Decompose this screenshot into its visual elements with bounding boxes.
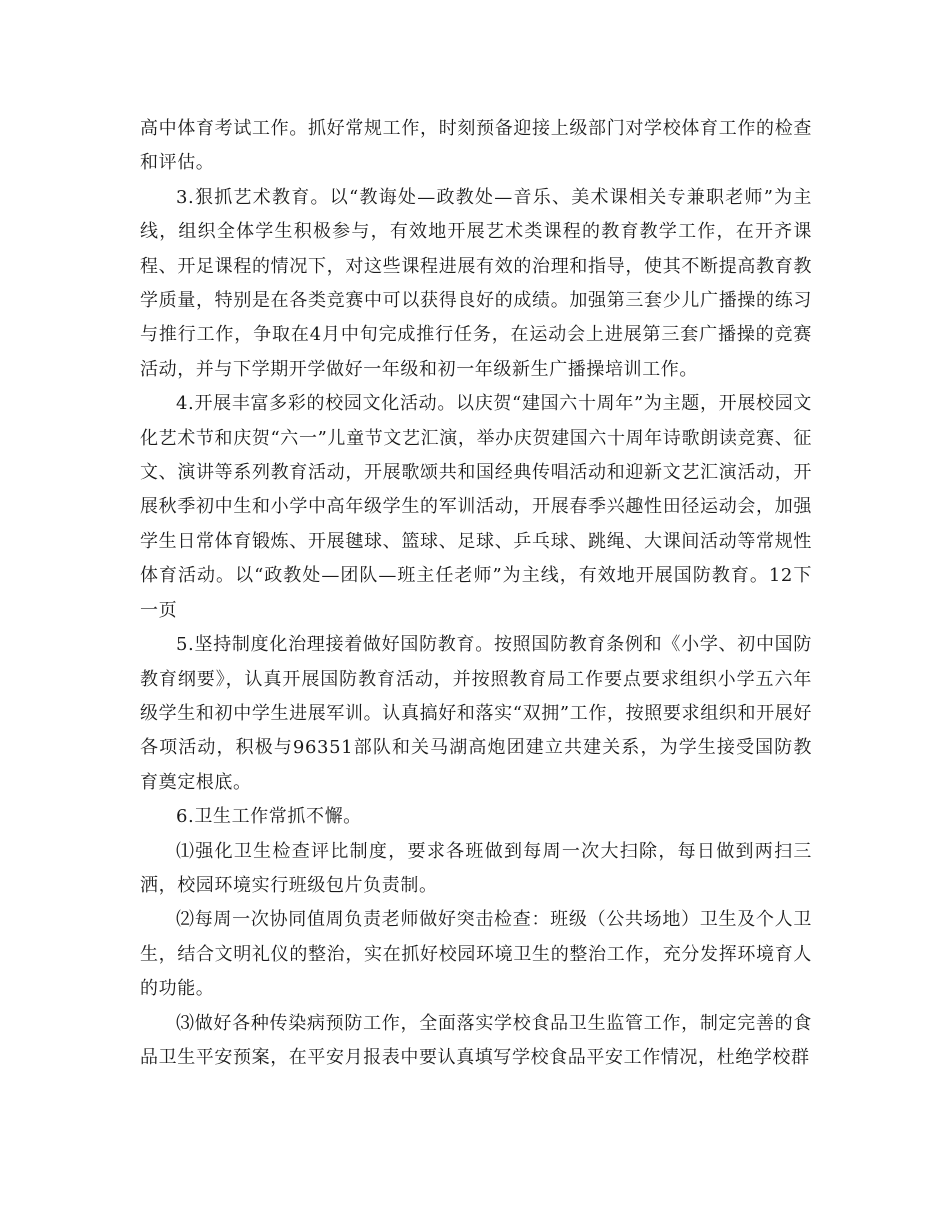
paragraph-hygiene-item-3: ⑶做好各种传染病预防工作，全面落实学校食品卫生监管工作，制定完善的食品卫生平安预案，在平安月报表中要认真填写学校食品平安工作情况，杜绝学校群 xyxy=(140,1012,812,1068)
paragraph-hygiene-item-2: ⑵每周一次协同值周负责老师做好突击检查：班级（公共场地）卫生及个人卫生，结合文明礼仪的整治，实在抓好校园环境卫生的整治工作，充分发挥环境育人的功能。 xyxy=(140,909,812,1000)
paragraph-continued-pe-exam: 高中体育考试工作。抓好常规工作，时刻预备迎接上级部门对学校体育工作的检查和评估。 xyxy=(140,118,812,174)
paragraph-hygiene-item-1: ⑴强化卫生检查评比制度，要求各班做到每周一次大扫除，每日做到两扫三洒，校园环境实行班级包片负责制。 xyxy=(140,840,812,896)
paragraph-campus-culture: 4.开展丰富多彩的校园文化活动。以庆贺“建国六十周年”为主题，开展校园文化艺术节和庆贺“六一”儿童节文艺汇演，举办庆贺建国六十周年诗歌朗读竞赛、征文、演讲等系列教育活动，开展歌颂共和国经典传唱活动和迎新文艺汇演活动，开展秋季初中生和小学中高年级学生的军训活动，开展春季兴趣性田径运动会，加强学生日常体育锻炼、开展毽球、篮球、足球、乒乓球、跳绳、大课间活动等常规性体育活动。以“政教处—团队—班主任老师”为主线，有效地开展国防教育。12下一页 xyxy=(140,393,812,621)
paragraph-hygiene-heading: 6.卫生工作常抓不懈。 xyxy=(176,806,362,828)
paragraph-art-education: 3.狠抓艺术教育。以“教诲处—政教处—音乐、美术课相关专兼职老师”为主线，组织全体学生积极参与，有效地开展艺术类课程的教育教学工作，在开齐课程、开足课程的情况下，对这些课程进展有效的治理和指导，使其不断提高教育教学质量，特别是在各类竞赛中可以获得良好的成绩。加强第三套少儿广播操的练习与推行工作，争取在4月中旬完成推行任务，在运动会上进展第三套广播操的竞赛活动，并与下学期开学做好一年级和初一年级新生广播操培训工作。 xyxy=(140,186,812,380)
document-body xyxy=(140,112,812,1075)
paragraph-national-defense: 5.坚持制度化治理接着做好国防教育。按照国防教育条例和《小学、初中国防教育纲要》，认真开展国防教育活动，并按照教育局工作要点要求组织小学五六年级学生和初中学生进展军训。认真搞好和落实“双拥”工作，按照要求组织和开展好各项活动，积极与96351部队和关马湖高炮团建立共建关系，为学生接受国防教育奠定根底。 xyxy=(140,634,812,793)
